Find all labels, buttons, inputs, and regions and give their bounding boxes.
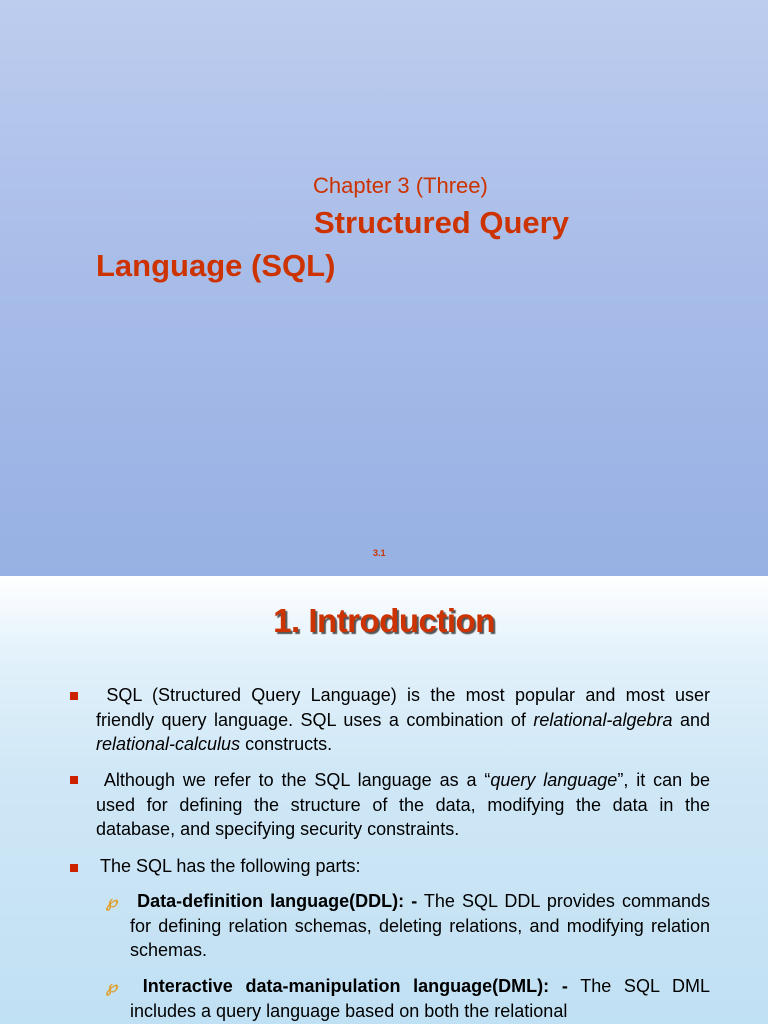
square-bullet-icon — [70, 692, 78, 700]
slide-title-line-1: Structured Query — [314, 205, 569, 240]
ddl-description: The SQL DDL provides commands for defining relation schemas, deleting relations, and modifying relation schemas. — [130, 891, 710, 960]
bullet-paragraph-2 — [96, 768, 710, 842]
bullet-1-emphasis-b: relational-calculus — [96, 734, 241, 754]
ddl-term: Data-definition language(DDL): - — [137, 891, 418, 911]
dml-description: The SQL DML includes a query language based on both the relational — [130, 976, 710, 1021]
bullet-paragraph-3 — [100, 854, 714, 879]
slide-heading: 1. Introduction — [273, 602, 495, 639]
bullet-2-text-b: ”, it can be used for defining the structure of the data, modifying the data in the database, and specifying security constraints. — [96, 770, 710, 839]
leaf-bullet-icon: ℘ — [106, 979, 118, 996]
bullet-paragraph-1 — [96, 683, 710, 757]
page-number: 3.1 — [373, 548, 386, 558]
sub-bullet-ddl — [130, 889, 710, 963]
sub-bullet-dml — [130, 974, 710, 1023]
bullet-2-emphasis: query language — [490, 770, 618, 790]
chapter-label: Chapter 3 (Three) — [313, 173, 488, 198]
bullet-1-text-b: and — [672, 709, 710, 730]
bullet-3-text: The SQL has the following parts: — [100, 856, 361, 876]
bullet-1-emphasis-a: relational-algebra — [533, 709, 673, 730]
bullet-1-text-c: constructs. — [240, 734, 333, 754]
introduction-slide — [0, 576, 768, 1024]
leaf-bullet-icon: ℘ — [106, 894, 118, 911]
dml-term: Interactive data-manipulation language(DML): - — [142, 976, 568, 996]
square-bullet-icon — [70, 864, 78, 872]
slide-title-line-2: Language (SQL) — [96, 248, 336, 283]
bullet-2-text-a: Although we refer to the SQL language as a “ — [103, 770, 491, 790]
bullet-1-text-a: SQL (Structured Query Language) is the most popular and most user friendly query language. SQL uses a combination of — [96, 685, 710, 730]
square-bullet-icon — [70, 776, 78, 784]
